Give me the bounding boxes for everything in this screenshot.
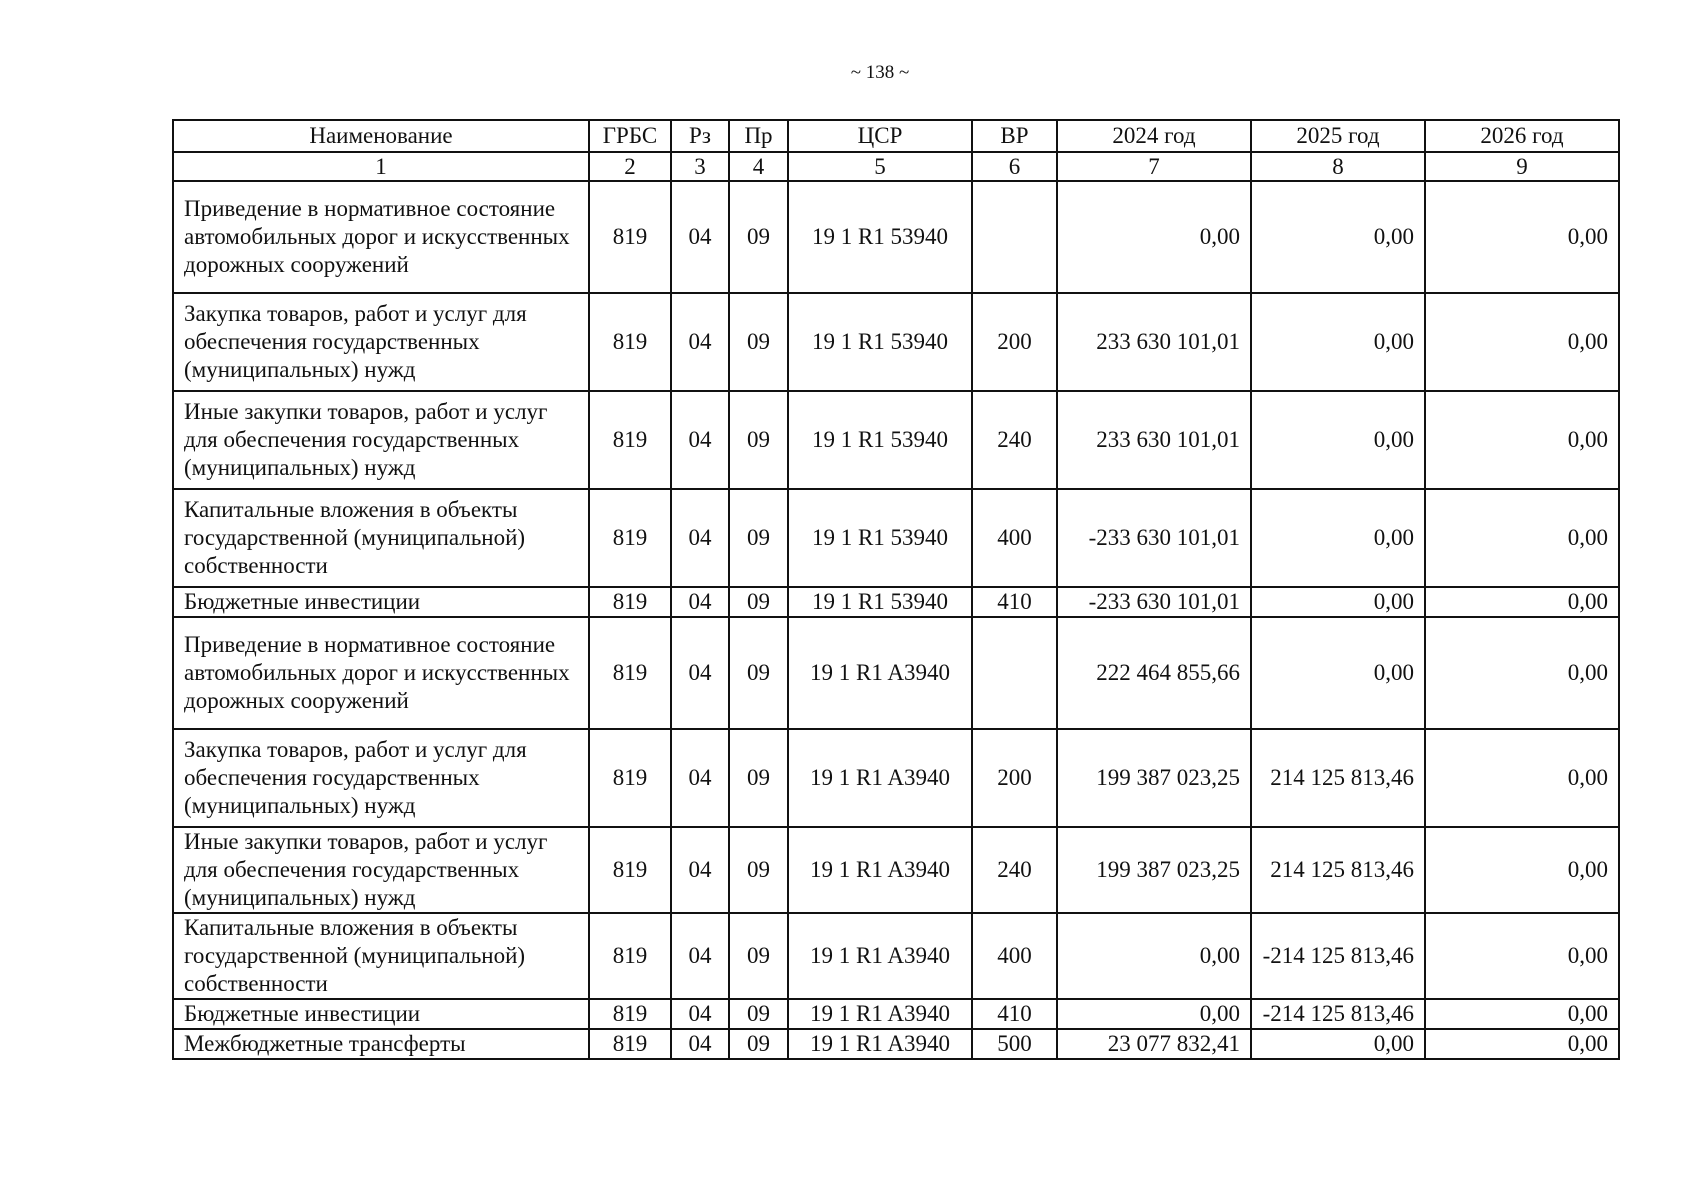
table-row — [173, 999, 1619, 1029]
row-csr: 19 1 R1 A3940 — [788, 617, 972, 729]
row-vr: 410 — [972, 999, 1057, 1029]
row-pr: 09 — [729, 391, 788, 489]
row-grbs: 819 — [589, 587, 671, 617]
budget-table — [172, 119, 1620, 1060]
column-number: 5 — [788, 152, 972, 181]
row-2025: 214 125 813,46 — [1251, 729, 1425, 827]
row-name: Приведение в нормативное состояние автомобильных дорог и искусственных дорожных сооружений — [173, 181, 589, 293]
row-2024: 199 387 023,25 — [1057, 729, 1251, 827]
row-vr: 200 — [972, 293, 1057, 391]
column-number-row — [173, 152, 1619, 181]
row-2025: -214 125 813,46 — [1251, 999, 1425, 1029]
row-rz: 04 — [671, 1029, 729, 1059]
row-2024: 233 630 101,01 — [1057, 391, 1251, 489]
row-pr: 09 — [729, 489, 788, 587]
row-2026: 0,00 — [1425, 391, 1619, 489]
row-2025: 0,00 — [1251, 391, 1425, 489]
row-2025: -214 125 813,46 — [1251, 913, 1425, 999]
row-2026: 0,00 — [1425, 293, 1619, 391]
row-2026: 0,00 — [1425, 729, 1619, 827]
column-number: 4 — [729, 152, 788, 181]
column-number: 3 — [671, 152, 729, 181]
table-row — [173, 1029, 1619, 1059]
column-number: 7 — [1057, 152, 1251, 181]
row-grbs: 819 — [589, 391, 671, 489]
row-pr: 09 — [729, 1029, 788, 1059]
header-vr: ВР — [972, 120, 1057, 152]
row-2024: 0,00 — [1057, 913, 1251, 999]
row-csr: 19 1 R1 53940 — [788, 391, 972, 489]
column-number: 9 — [1425, 152, 1619, 181]
row-2026: 0,00 — [1425, 617, 1619, 729]
row-name: Бюджетные инвестиции — [173, 999, 589, 1029]
header-csr: ЦСР — [788, 120, 972, 152]
row-grbs: 819 — [589, 293, 671, 391]
row-csr: 19 1 R1 53940 — [788, 181, 972, 293]
row-2024: 0,00 — [1057, 999, 1251, 1029]
row-vr: 240 — [972, 391, 1057, 489]
row-2025: 0,00 — [1251, 181, 1425, 293]
row-2024: 0,00 — [1057, 181, 1251, 293]
row-pr: 09 — [729, 827, 788, 913]
row-name: Закупка товаров, работ и услуг для обеспечения государственных (муниципальных) нужд — [173, 729, 589, 827]
row-2025: 0,00 — [1251, 293, 1425, 391]
row-vr: 400 — [972, 913, 1057, 999]
row-rz: 04 — [671, 617, 729, 729]
row-name: Иные закупки товаров, работ и услуг для обеспечения государственных (муниципальных) нужд — [173, 827, 589, 913]
header-2026: 2026 год — [1425, 120, 1619, 152]
row-rz: 04 — [671, 827, 729, 913]
header-grbs: ГРБС — [589, 120, 671, 152]
table-row — [173, 827, 1619, 913]
row-vr: 500 — [972, 1029, 1057, 1059]
row-rz: 04 — [671, 999, 729, 1029]
row-pr: 09 — [729, 587, 788, 617]
row-csr: 19 1 R1 A3940 — [788, 999, 972, 1029]
row-2026: 0,00 — [1425, 999, 1619, 1029]
column-number: 1 — [173, 152, 589, 181]
row-grbs: 819 — [589, 913, 671, 999]
row-2024: -233 630 101,01 — [1057, 587, 1251, 617]
row-rz: 04 — [671, 181, 729, 293]
row-vr: 200 — [972, 729, 1057, 827]
row-2025: 0,00 — [1251, 1029, 1425, 1059]
row-csr: 19 1 R1 A3940 — [788, 1029, 972, 1059]
header-2024: 2024 год — [1057, 120, 1251, 152]
row-pr: 09 — [729, 293, 788, 391]
row-csr: 19 1 R1 53940 — [788, 587, 972, 617]
header-row — [173, 120, 1619, 152]
row-grbs: 819 — [589, 729, 671, 827]
row-rz: 04 — [671, 587, 729, 617]
row-pr: 09 — [729, 617, 788, 729]
column-number: 8 — [1251, 152, 1425, 181]
row-pr: 09 — [729, 181, 788, 293]
row-vr — [972, 617, 1057, 729]
row-csr: 19 1 R1 53940 — [788, 293, 972, 391]
row-pr: 09 — [729, 729, 788, 827]
row-pr: 09 — [729, 999, 788, 1029]
row-grbs: 819 — [589, 489, 671, 587]
row-rz: 04 — [671, 391, 729, 489]
row-name: Приведение в нормативное состояние автомобильных дорог и искусственных дорожных сооружений — [173, 617, 589, 729]
row-pr: 09 — [729, 913, 788, 999]
row-2026: 0,00 — [1425, 587, 1619, 617]
row-rz: 04 — [671, 489, 729, 587]
row-vr: 240 — [972, 827, 1057, 913]
row-name: Бюджетные инвестиции — [173, 587, 589, 617]
row-csr: 19 1 R1 53940 — [788, 489, 972, 587]
row-2024: 222 464 855,66 — [1057, 617, 1251, 729]
table-row — [173, 913, 1619, 999]
row-grbs: 819 — [589, 999, 671, 1029]
row-vr — [972, 181, 1057, 293]
row-2026: 0,00 — [1425, 913, 1619, 999]
row-csr: 19 1 R1 A3940 — [788, 729, 972, 827]
row-2024: -233 630 101,01 — [1057, 489, 1251, 587]
header-pr: Пр — [729, 120, 788, 152]
row-vr: 410 — [972, 587, 1057, 617]
row-rz: 04 — [671, 913, 729, 999]
table-row — [173, 729, 1619, 827]
row-2026: 0,00 — [1425, 181, 1619, 293]
row-vr: 400 — [972, 489, 1057, 587]
row-name: Капитальные вложения в объекты государственной (муниципальной) собственности — [173, 913, 589, 999]
table-row — [173, 293, 1619, 391]
row-csr: 19 1 R1 A3940 — [788, 827, 972, 913]
row-name: Закупка товаров, работ и услуг для обеспечения государственных (муниципальных) нужд — [173, 293, 589, 391]
row-rz: 04 — [671, 293, 729, 391]
row-name: Иные закупки товаров, работ и услуг для обеспечения государственных (муниципальных) нужд — [173, 391, 589, 489]
row-grbs: 819 — [589, 617, 671, 729]
row-csr: 19 1 R1 A3940 — [788, 913, 972, 999]
header-name: Наименование — [173, 120, 589, 152]
row-name: Межбюджетные трансферты — [173, 1029, 589, 1059]
row-2024: 233 630 101,01 — [1057, 293, 1251, 391]
column-number: 6 — [972, 152, 1057, 181]
row-2026: 0,00 — [1425, 1029, 1619, 1059]
table-row — [173, 587, 1619, 617]
column-number: 2 — [589, 152, 671, 181]
row-2024: 23 077 832,41 — [1057, 1029, 1251, 1059]
table-row — [173, 181, 1619, 293]
row-2024: 199 387 023,25 — [1057, 827, 1251, 913]
table-row — [173, 489, 1619, 587]
header-2025: 2025 год — [1251, 120, 1425, 152]
table-row — [173, 391, 1619, 489]
table-row — [173, 617, 1619, 729]
row-2025: 214 125 813,46 — [1251, 827, 1425, 913]
row-2025: 0,00 — [1251, 617, 1425, 729]
row-2025: 0,00 — [1251, 587, 1425, 617]
row-grbs: 819 — [589, 827, 671, 913]
page-number: ~ 138 ~ — [850, 62, 910, 83]
row-name: Капитальные вложения в объекты государственной (муниципальной) собственности — [173, 489, 589, 587]
row-grbs: 819 — [589, 1029, 671, 1059]
header-rz: Рз — [671, 120, 729, 152]
row-grbs: 819 — [589, 181, 671, 293]
row-2026: 0,00 — [1425, 827, 1619, 913]
row-2026: 0,00 — [1425, 489, 1619, 587]
row-rz: 04 — [671, 729, 729, 827]
row-2025: 0,00 — [1251, 489, 1425, 587]
